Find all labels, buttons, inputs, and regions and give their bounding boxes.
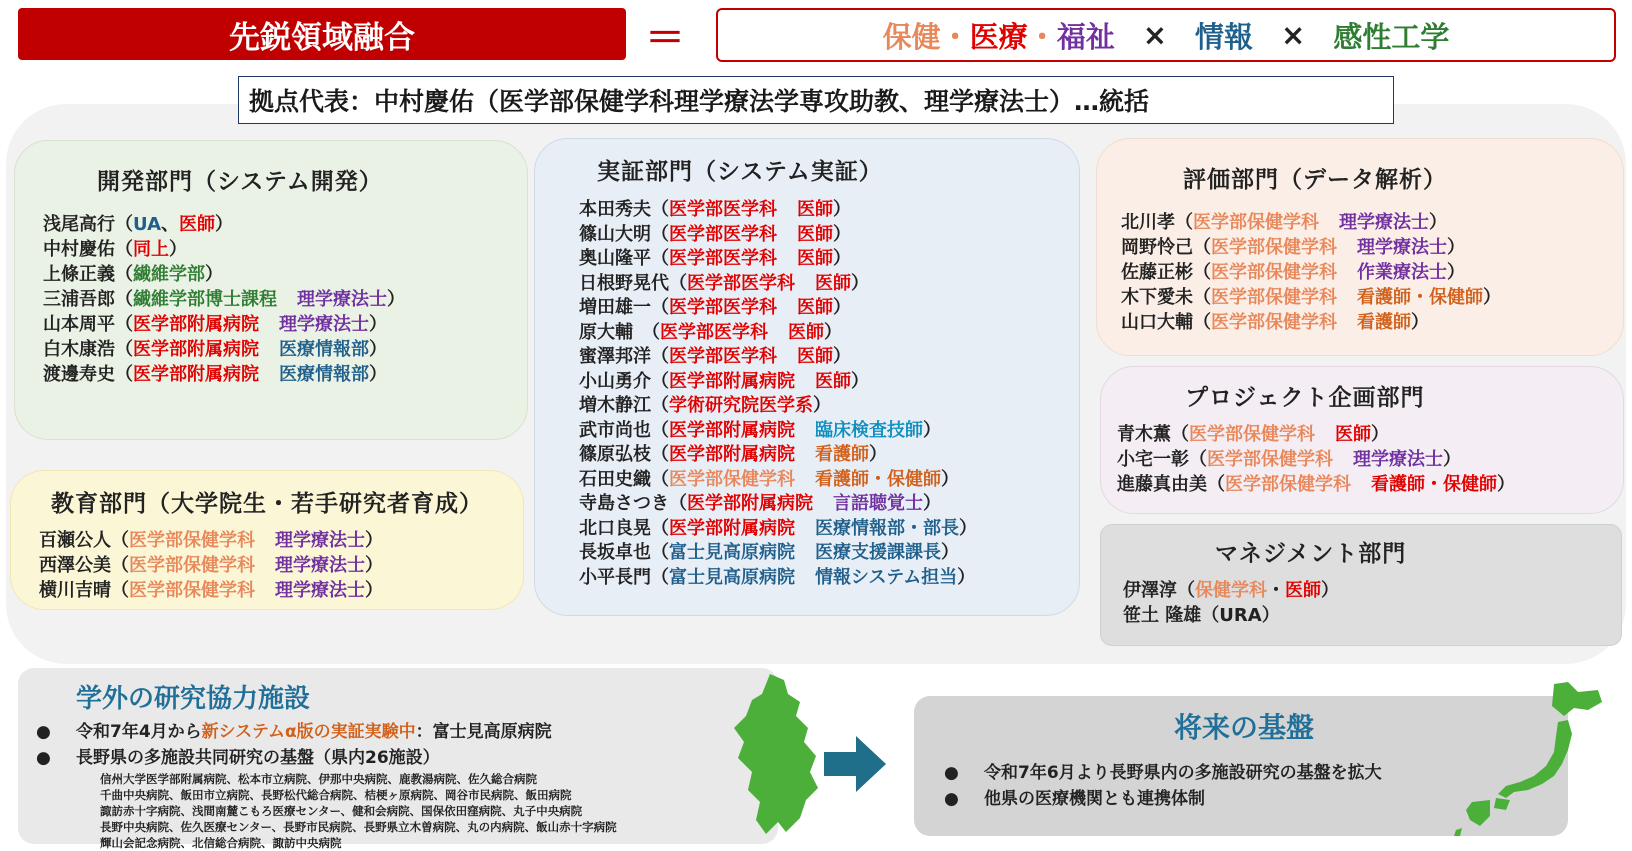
future-bullet-1: ● 令和7年6月より長野県内の多施設研究の基盤を拡大 — [944, 763, 1382, 783]
member-name: 北口良晃 — [579, 517, 651, 539]
member-affiliation: 富士見高原病院 — [669, 542, 795, 563]
member-row: 蜜澤邦洋（医学部医学科 医師） — [579, 346, 851, 367]
member-name: 小宅一彰 — [1117, 449, 1189, 470]
highlight-text: 新システムα版の実証実験中 — [201, 722, 416, 742]
member-affiliation: 医学部医学科 — [669, 297, 777, 318]
future-title: 将来の基盤 — [1174, 711, 1315, 744]
member-affiliation: 医師 — [797, 223, 833, 245]
main-title: 先鋭領域融合 — [18, 8, 626, 60]
member-affiliation: 医学部医学科 — [687, 272, 795, 294]
member-affiliation: 医学部保健学科 — [1225, 474, 1351, 495]
member-affiliation: 学術研究院医学系 — [669, 395, 813, 416]
member-affiliation: 作業療法士 — [1357, 262, 1447, 283]
member-row: 奥山隆平（医学部医学科 医師） — [579, 248, 851, 269]
member-row: 浅尾高行（UA、医師） — [43, 214, 233, 235]
member-name: 日根野晃代 — [579, 272, 669, 294]
member-affiliation: 医学部保健学科 — [1211, 287, 1337, 308]
member-affiliation: 医学部医学科 — [669, 199, 777, 220]
member-affiliation: 医学部医学科 — [669, 248, 777, 269]
member-affiliation: 医学部附属病院 — [669, 370, 795, 392]
member-name: 山口大輔 — [1121, 312, 1193, 333]
member-row: 小宅一彰（医学部保健学科 理学療法士） — [1117, 449, 1461, 470]
member-name: 長坂卓也 — [579, 542, 651, 563]
member-name: 原大輔 — [579, 321, 651, 343]
member-affiliation: 医学部保健学科 — [1207, 449, 1333, 470]
member-name: 本田秀夫 — [579, 199, 651, 220]
member-name: 寺島さつき — [579, 493, 669, 514]
department-title: マネジメント部門 — [1215, 541, 1407, 567]
evaluation-department — [1096, 138, 1624, 356]
external-bullet-2: ● 長野県の多施設共同研究の基盤（県内26施設） — [36, 748, 440, 768]
member-row: 上條正義（繊維学部） — [43, 264, 223, 285]
member-row: 増木静江（学術研究院医学系） — [579, 395, 831, 416]
member-affiliation: 医療支援課課長 — [815, 542, 941, 563]
right-arrow-icon — [824, 736, 886, 792]
equals-sign: ＝ — [645, 14, 685, 61]
member-affiliation: 理学療法士 — [297, 289, 387, 310]
member-row: 増田雄一（医学部医学科 医師） — [579, 297, 851, 318]
member-name: 石田史織 — [579, 468, 651, 490]
formula-term: 医療 — [969, 19, 1028, 54]
member-affiliation: 医師 — [815, 370, 851, 392]
member-affiliation: 医学部附属病院 — [133, 339, 259, 360]
member-name: 蜜澤邦洋 — [579, 346, 651, 367]
member-affiliation: 医療情報部 — [279, 339, 369, 360]
member-list — [1117, 422, 1623, 497]
member-row: 三浦吾郎（繊維学部博士課程 理学療法士） — [43, 289, 405, 310]
member-affiliation: 看護師・保健師 — [1371, 474, 1497, 495]
member-affiliation: 医療情報部 — [279, 364, 369, 385]
member-name: 小平長門 — [579, 566, 651, 588]
member-affiliation: 医学部保健学科 — [1211, 237, 1337, 258]
member-row: 岡野怜己（医学部保健学科 理学療法士） — [1121, 237, 1465, 258]
member-name: 小山勇介 — [579, 370, 651, 392]
member-affiliation: 医学部保健学科 — [129, 580, 255, 601]
external-bullet-1: ● 令和7年4月から新システムα版の実証実験中：富士見高原病院 — [36, 722, 552, 742]
member-affiliation: 医師 — [788, 321, 824, 343]
member-name: 横川吉晴 — [39, 580, 111, 601]
member-affiliation: 医学部保健学科 — [129, 530, 255, 551]
member-list — [579, 198, 1079, 590]
facility-line: 千曲中央病院、飯田市立病院、長野松代総合病院、桔梗ヶ原病院、岡谷市民病院、飯田病院 — [100, 788, 572, 802]
member-name: 三浦吾郎 — [43, 289, 115, 310]
formula-term: 感性工学 — [1333, 19, 1450, 54]
facility-line: 輝山会記念病院、北信総合病院、諏訪中央病院 — [100, 836, 342, 850]
member-name: 百瀬公人 — [39, 530, 111, 551]
member-affiliation: 情報システム担当 — [815, 566, 958, 588]
member-name: 北川孝 — [1121, 212, 1175, 233]
member-list — [39, 528, 523, 603]
member-row: 西澤公美（医学部保健学科 理学療法士） — [39, 555, 383, 576]
member-affiliation: 、 — [161, 214, 179, 235]
japan-map-icon — [1450, 680, 1610, 840]
member-affiliation: 医学部保健学科 — [129, 555, 255, 576]
member-row: 原大輔 （医学部医学科 医師） — [579, 321, 842, 343]
member-affiliation: 富士見高原病院 — [669, 566, 795, 588]
member-affiliation: 理学療法士 — [1339, 212, 1429, 233]
future-bullet-2: ● 他県の医療機関とも連携体制 — [944, 789, 1205, 809]
member-name: 奥山隆平 — [579, 248, 651, 269]
member-affiliation: 医療情報部・部長 — [815, 517, 959, 539]
development-department — [14, 140, 528, 440]
formula-box — [716, 8, 1616, 62]
member-affiliation: 理学療法士 — [275, 555, 365, 576]
formula-term: 保健・ — [882, 19, 970, 54]
member-row: 山口大輔（医学部保健学科 看護師） — [1121, 312, 1429, 333]
member-row: 笹土 隆雄（URA） — [1123, 605, 1280, 626]
member-affiliation: 医学部附属病院 — [133, 314, 259, 335]
member-row: 寺島さつき（医学部附属病院 言語聴覚士） — [579, 493, 941, 514]
member-row: 小山勇介（医学部附属病院 医師） — [579, 370, 869, 392]
member-row: 佐藤正彬（医学部保健学科 作業療法士） — [1121, 262, 1465, 283]
formula-term: ・ — [1027, 19, 1057, 54]
member-row: 長坂卓也（富士見高原病院 医療支援課課長） — [579, 542, 959, 563]
member-affiliation: 医師 — [797, 199, 833, 220]
member-name: 篠原弘枝 — [579, 444, 651, 465]
member-affiliation: 医師 — [797, 248, 833, 269]
member-affiliation: 臨床検査技師 — [815, 419, 923, 441]
member-affiliation: 医師 — [815, 272, 851, 294]
member-affiliation: URA — [1219, 605, 1262, 626]
member-affiliation: 医学部医学科 — [669, 223, 777, 245]
member-affiliation: 看護師・保健師 — [1357, 287, 1483, 308]
member-row: 白木康浩（医学部附属病院 医療情報部） — [43, 339, 387, 360]
member-affiliation: 医学部保健学科 — [1189, 424, 1315, 445]
member-affiliation: 保健学科 — [1195, 580, 1267, 601]
member-name: 青木薫 — [1117, 424, 1171, 445]
member-row: 青木薫（医学部保健学科 医師） — [1117, 424, 1389, 445]
member-affiliation: 理学療法士 — [275, 530, 365, 551]
member-affiliation: 同上 — [133, 239, 169, 260]
formula-term: 福祉 — [1056, 19, 1115, 54]
project-department — [1100, 366, 1624, 514]
member-name: 増田雄一 — [579, 297, 651, 318]
member-affiliation: 看護師 — [815, 444, 869, 465]
member-name: 渡邊寿史 — [43, 364, 115, 385]
member-affiliation: 医師 — [179, 214, 215, 235]
member-list — [1121, 210, 1623, 335]
member-row: 石田史織（医学部保健学科 看護師・保健師） — [579, 468, 959, 490]
member-row: 篠原弘枝（医学部附属病院 看護師） — [579, 444, 887, 465]
member-affiliation: 医学部保健学科 — [1193, 212, 1319, 233]
member-name: 岡野怜己 — [1121, 237, 1193, 258]
member-list — [43, 212, 527, 387]
member-name: 伊澤淳 — [1123, 580, 1177, 601]
member-affiliation: 医学部保健学科 — [1211, 312, 1337, 333]
member-name: 進藤真由美 — [1117, 474, 1207, 495]
member-row: 山本周平（医学部附属病院 理学療法士） — [43, 314, 387, 335]
member-row: 北川孝（医学部保健学科 理学療法士） — [1121, 212, 1447, 233]
department-title: 評価部門（データ解析） — [1183, 167, 1447, 193]
member-row: 篠山大明（医学部医学科 医師） — [579, 223, 851, 245]
member-row: 小平長門（富士見高原病院 情報システム担当） — [579, 566, 976, 588]
member-row: 横川吉晴（医学部保健学科 理学療法士） — [39, 580, 383, 601]
member-name: 武市尚也 — [579, 419, 651, 441]
department-title: 開発部門（システム開発） — [97, 169, 383, 195]
member-name: 山本周平 — [43, 314, 115, 335]
member-affiliation: 医学部附属病院 — [133, 364, 259, 385]
member-affiliation: 看護師 — [1357, 312, 1411, 333]
representative-box: 拠点代表：中村慶佑（医学部保健学科理学療法学専攻助教、理学療法士）…統括 — [238, 76, 1394, 124]
member-row: 百瀬公人（医学部保健学科 理学療法士） — [39, 530, 383, 551]
member-affiliation: 理学療法士 — [1357, 237, 1447, 258]
member-name: 上條正義 — [43, 264, 115, 285]
management-department — [1100, 524, 1622, 646]
member-row: 伊澤淳（保健学科・医師） — [1123, 580, 1339, 601]
member-affiliation: 医学部保健学科 — [669, 468, 795, 490]
member-row: 中村慶佑（同上） — [43, 239, 187, 260]
member-affiliation: 医学部医学科 — [660, 321, 768, 343]
member-affiliation: 医学部保健学科 — [1211, 262, 1337, 283]
member-affiliation: 医師 — [1335, 424, 1371, 445]
facility-line: 諏訪赤十字病院、浅間南麓こもろ医療センター、健和会病院、国保依田窪病院、丸子中央病院 — [100, 804, 583, 818]
external-title: 学外の研究協力施設 — [76, 684, 311, 714]
department-title: 実証部門（システム実証） — [597, 159, 883, 185]
member-name: 西澤公美 — [39, 555, 111, 576]
member-affiliation: 医師 — [797, 346, 833, 367]
facility-list — [36, 771, 778, 851]
member-affiliation: 言語聴覚士 — [833, 493, 923, 514]
member-row: 北口良晃（医学部附属病院 医療情報部・部長） — [579, 517, 977, 539]
member-affiliation: 繊維学部博士課程 — [133, 289, 277, 310]
member-name: 篠山大明 — [579, 223, 651, 245]
external-facilities-box — [18, 668, 778, 850]
member-affiliation: 医学部附属病院 — [687, 493, 813, 514]
facility-line: 信州大学医学部附属病院、松本市立病院、伊那中央病院、鹿教湯病院、佐久総合病院 — [100, 772, 537, 786]
member-affiliation: 医学部医学科 — [669, 346, 777, 367]
member-row: 日根野晃代（医学部医学科 医師） — [579, 272, 869, 294]
member-affiliation: 医学部附属病院 — [669, 444, 795, 465]
member-name: 浅尾高行 — [43, 214, 115, 235]
department-title: プロジェクト企画部門 — [1185, 385, 1425, 411]
member-name: 笹土 隆雄 — [1123, 605, 1202, 626]
verification-department — [534, 138, 1080, 616]
member-row: 木下愛未（医学部保健学科 看護師・保健師） — [1121, 287, 1501, 308]
member-affiliation: 医師 — [797, 297, 833, 318]
member-affiliation: 医師 — [1285, 580, 1321, 601]
facility-line: 長野中央病院、佐久医療センター、長野市民病院、長野県立木曽病院、丸の内病院、飯山赤十字病院 — [100, 820, 617, 834]
formula-term: 情報 — [1195, 19, 1254, 54]
formula-term: × — [1142, 18, 1168, 52]
education-department — [10, 470, 524, 610]
member-name: 白木康浩 — [43, 339, 115, 360]
department-title: 教育部門（大学院生・若手研究者育成） — [51, 491, 483, 517]
member-affiliation: 繊維学部 — [133, 264, 205, 285]
member-row: 進藤真由美（医学部保健学科 看護師・保健師） — [1117, 474, 1515, 495]
member-row: 武市尚也（医学部附属病院 臨床検査技師） — [579, 419, 941, 441]
member-name: 中村慶佑 — [43, 239, 115, 260]
member-list — [1123, 578, 1621, 628]
member-name: 増木静江 — [579, 395, 651, 416]
member-name: 佐藤正彬 — [1121, 262, 1193, 283]
member-affiliation: 理学療法士 — [275, 580, 365, 601]
member-row: 本田秀夫（医学部医学科 医師） — [579, 199, 851, 220]
member-affiliation: 理学療法士 — [1353, 449, 1443, 470]
member-affiliation: 医学部附属病院 — [669, 517, 795, 539]
member-name: 木下愛未 — [1121, 287, 1193, 308]
formula-term: × — [1281, 18, 1306, 52]
nagano-map-icon — [726, 672, 826, 838]
member-affiliation: 看護師・保健師 — [815, 468, 941, 490]
member-affiliation: ・ — [1267, 580, 1285, 601]
member-affiliation: UA — [133, 214, 161, 235]
member-affiliation: 医学部附属病院 — [669, 419, 795, 441]
member-row: 渡邊寿史（医学部附属病院 医療情報部） — [43, 364, 387, 385]
member-affiliation: 理学療法士 — [279, 314, 369, 335]
